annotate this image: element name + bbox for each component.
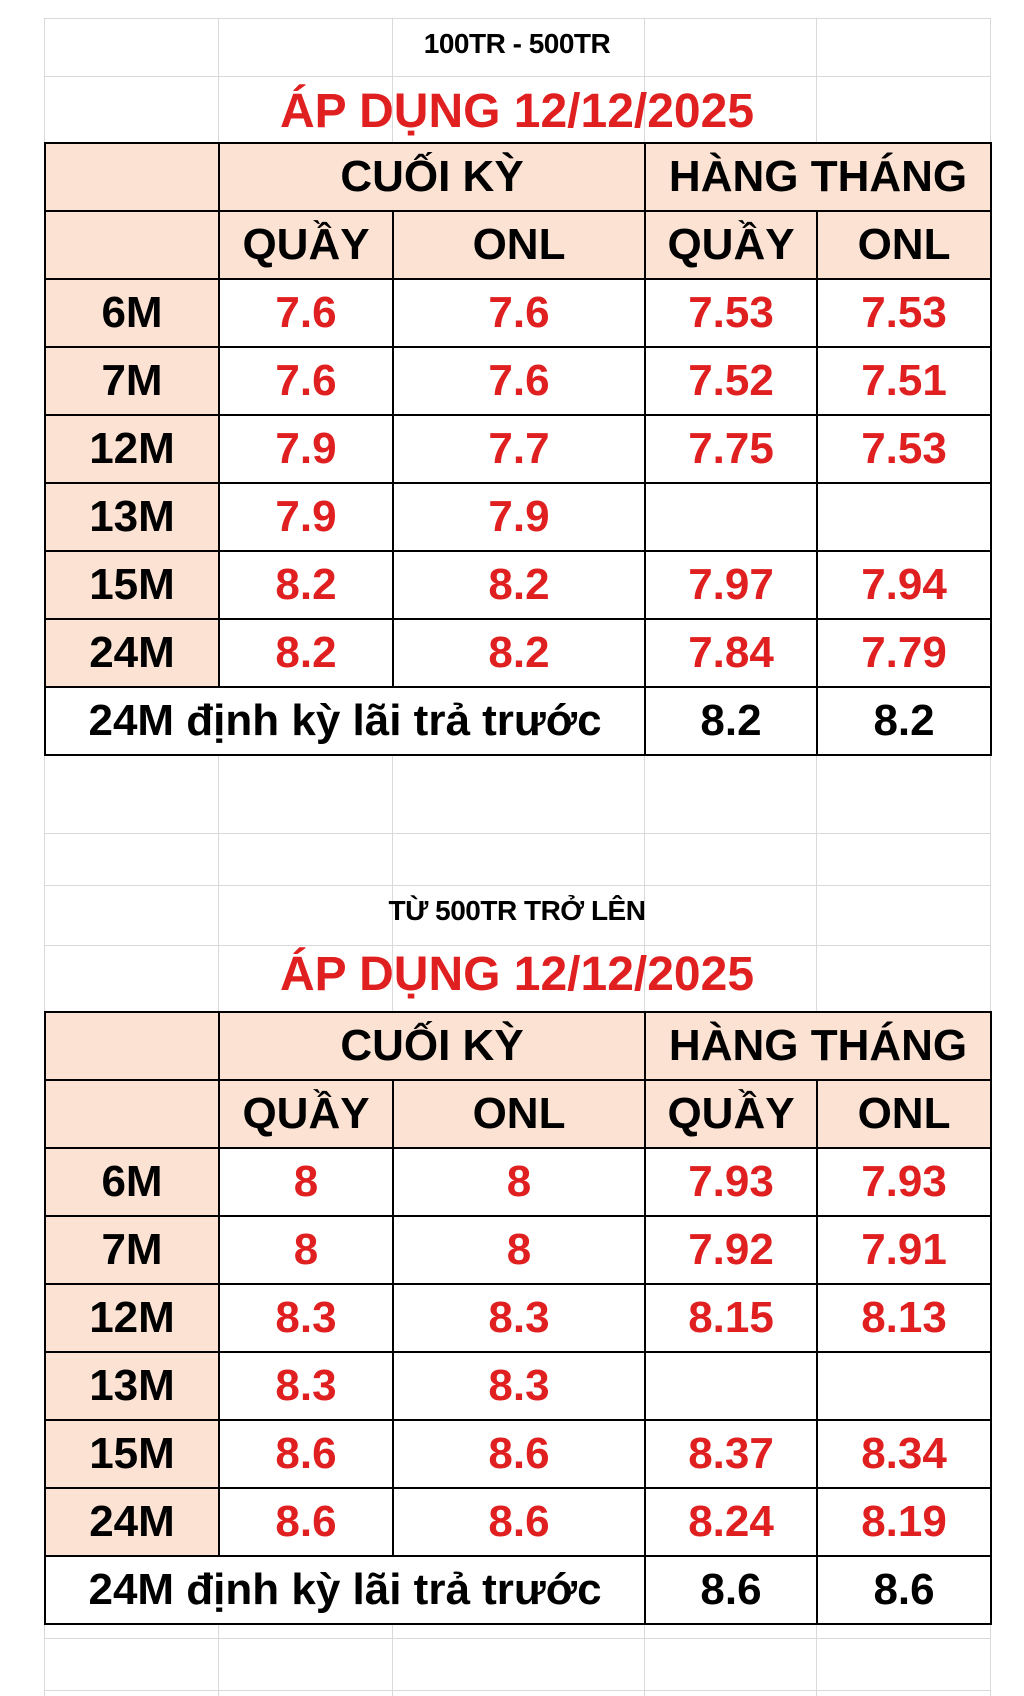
range-label: TỪ 500TR TRỞ LÊN <box>388 895 646 926</box>
rate-cell: 7.51 <box>817 347 991 415</box>
rate-cell: 8.37 <box>645 1420 817 1488</box>
rate-cell: 8.3 <box>393 1352 645 1420</box>
rate-cell: 8.3 <box>393 1284 645 1352</box>
rate-cell: 7.7 <box>393 415 645 483</box>
rate-cell: 8.2 <box>393 551 645 619</box>
subheader-quay: QUẦY <box>645 211 817 279</box>
rate-cell: 8.34 <box>817 1420 991 1488</box>
corner-cell <box>45 1012 219 1080</box>
rate-cell: 7.9 <box>219 483 393 551</box>
rate-cell <box>645 1352 817 1420</box>
rate-cell: 8.2 <box>219 619 393 687</box>
rate-cell: 7.6 <box>393 279 645 347</box>
table-row <box>45 1284 991 1352</box>
table-subheader-row <box>45 211 991 279</box>
term-cell: 24M <box>45 1488 219 1556</box>
rate-cell: 7.75 <box>645 415 817 483</box>
header-cuoi-ky: CUỐI KỲ <box>219 143 645 211</box>
effective-date: ÁP DỤNG 12/12/2025 <box>279 85 755 138</box>
table-header-row <box>45 1012 991 1080</box>
range-label: 100TR - 500TR <box>423 28 611 59</box>
effective-date: ÁP DỤNG 12/12/2025 <box>279 948 755 1001</box>
rate-cell: 7.93 <box>817 1148 991 1216</box>
rate-cell: 8 <box>219 1148 393 1216</box>
rate-cell: 8.15 <box>645 1284 817 1352</box>
rate-cell: 7.97 <box>645 551 817 619</box>
subheader-quay: QUẦY <box>219 1080 393 1148</box>
corner-cell <box>45 1080 219 1148</box>
table-row <box>45 1216 991 1284</box>
table-row <box>45 415 991 483</box>
term-cell: 7M <box>45 347 219 415</box>
prepaid-onl: 8.2 <box>817 687 991 755</box>
rate-cell: 8 <box>393 1216 645 1284</box>
rate-cell: 7.93 <box>645 1148 817 1216</box>
prepaid-label: 24M định kỳ lãi trả trước <box>45 1556 645 1624</box>
rate-cell: 8 <box>393 1148 645 1216</box>
header-hang-thang: HÀNG THÁNG <box>645 143 991 211</box>
term-cell: 12M <box>45 1284 219 1352</box>
term-cell: 15M <box>45 1420 219 1488</box>
rate-cell: 7.9 <box>219 415 393 483</box>
subheader-quay: QUẦY <box>645 1080 817 1148</box>
rate-cell: 7.79 <box>817 619 991 687</box>
table-row <box>45 619 991 687</box>
rate-cell: 7.6 <box>219 347 393 415</box>
rate-cell: 8.19 <box>817 1488 991 1556</box>
rate-cell <box>645 483 817 551</box>
table-row <box>45 279 991 347</box>
term-cell: 6M <box>45 1148 219 1216</box>
subheader-quay: QUẦY <box>219 211 393 279</box>
table-row <box>45 551 991 619</box>
rate-cell: 7.52 <box>645 347 817 415</box>
rate-cell: 7.6 <box>219 279 393 347</box>
rate-table <box>44 142 992 756</box>
subheader-onl: ONL <box>817 1080 991 1148</box>
table-row <box>45 1148 991 1216</box>
rate-block-100-500 <box>44 18 990 778</box>
prepaid-quay: 8.2 <box>645 687 817 755</box>
corner-cell <box>45 143 219 211</box>
rate-cell: 7.94 <box>817 551 991 619</box>
prepaid-label: 24M định kỳ lãi trả trước <box>45 687 645 755</box>
prepaid-row <box>45 1556 991 1624</box>
prepaid-onl: 8.6 <box>817 1556 991 1624</box>
rate-cell: 8.24 <box>645 1488 817 1556</box>
rate-cell: 7.53 <box>817 415 991 483</box>
rate-cell: 8.2 <box>393 619 645 687</box>
term-cell: 13M <box>45 483 219 551</box>
rate-cell: 8.2 <box>219 551 393 619</box>
table-row <box>45 1488 991 1556</box>
prepaid-row <box>45 687 991 755</box>
rate-cell: 7.9 <box>393 483 645 551</box>
grid-row-line <box>44 1690 990 1691</box>
rate-cell: 7.91 <box>817 1216 991 1284</box>
rate-cell: 7.53 <box>817 279 991 347</box>
rate-cell <box>817 483 991 551</box>
term-cell: 6M <box>45 279 219 347</box>
table-row <box>45 1352 991 1420</box>
rate-cell: 8.13 <box>817 1284 991 1352</box>
rate-cell: 8.3 <box>219 1352 393 1420</box>
rate-block-500-plus <box>44 885 990 1645</box>
rate-cell: 8.6 <box>393 1488 645 1556</box>
term-cell: 7M <box>45 1216 219 1284</box>
rate-cell: 7.6 <box>393 347 645 415</box>
term-cell: 12M <box>45 415 219 483</box>
rate-table <box>44 1011 992 1625</box>
table-header-row <box>45 143 991 211</box>
term-cell: 15M <box>45 551 219 619</box>
rate-cell: 7.92 <box>645 1216 817 1284</box>
rate-cell: 8.3 <box>219 1284 393 1352</box>
header-cuoi-ky: CUỐI KỲ <box>219 1012 645 1080</box>
subheader-onl: ONL <box>393 1080 645 1148</box>
subheader-onl: ONL <box>393 211 645 279</box>
subheader-onl: ONL <box>817 211 991 279</box>
table-row <box>45 1420 991 1488</box>
rate-cell: 8 <box>219 1216 393 1284</box>
header-hang-thang: HÀNG THÁNG <box>645 1012 991 1080</box>
rate-cell: 7.84 <box>645 619 817 687</box>
term-cell: 24M <box>45 619 219 687</box>
table-subheader-row <box>45 1080 991 1148</box>
rate-cell: 7.53 <box>645 279 817 347</box>
rate-cell: 8.6 <box>393 1420 645 1488</box>
prepaid-quay: 8.6 <box>645 1556 817 1624</box>
corner-cell <box>45 211 219 279</box>
table-row <box>45 483 991 551</box>
table-row <box>45 347 991 415</box>
rate-cell: 8.6 <box>219 1420 393 1488</box>
grid-row-line <box>44 833 990 834</box>
rate-cell: 8.6 <box>219 1488 393 1556</box>
term-cell: 13M <box>45 1352 219 1420</box>
rate-cell <box>817 1352 991 1420</box>
